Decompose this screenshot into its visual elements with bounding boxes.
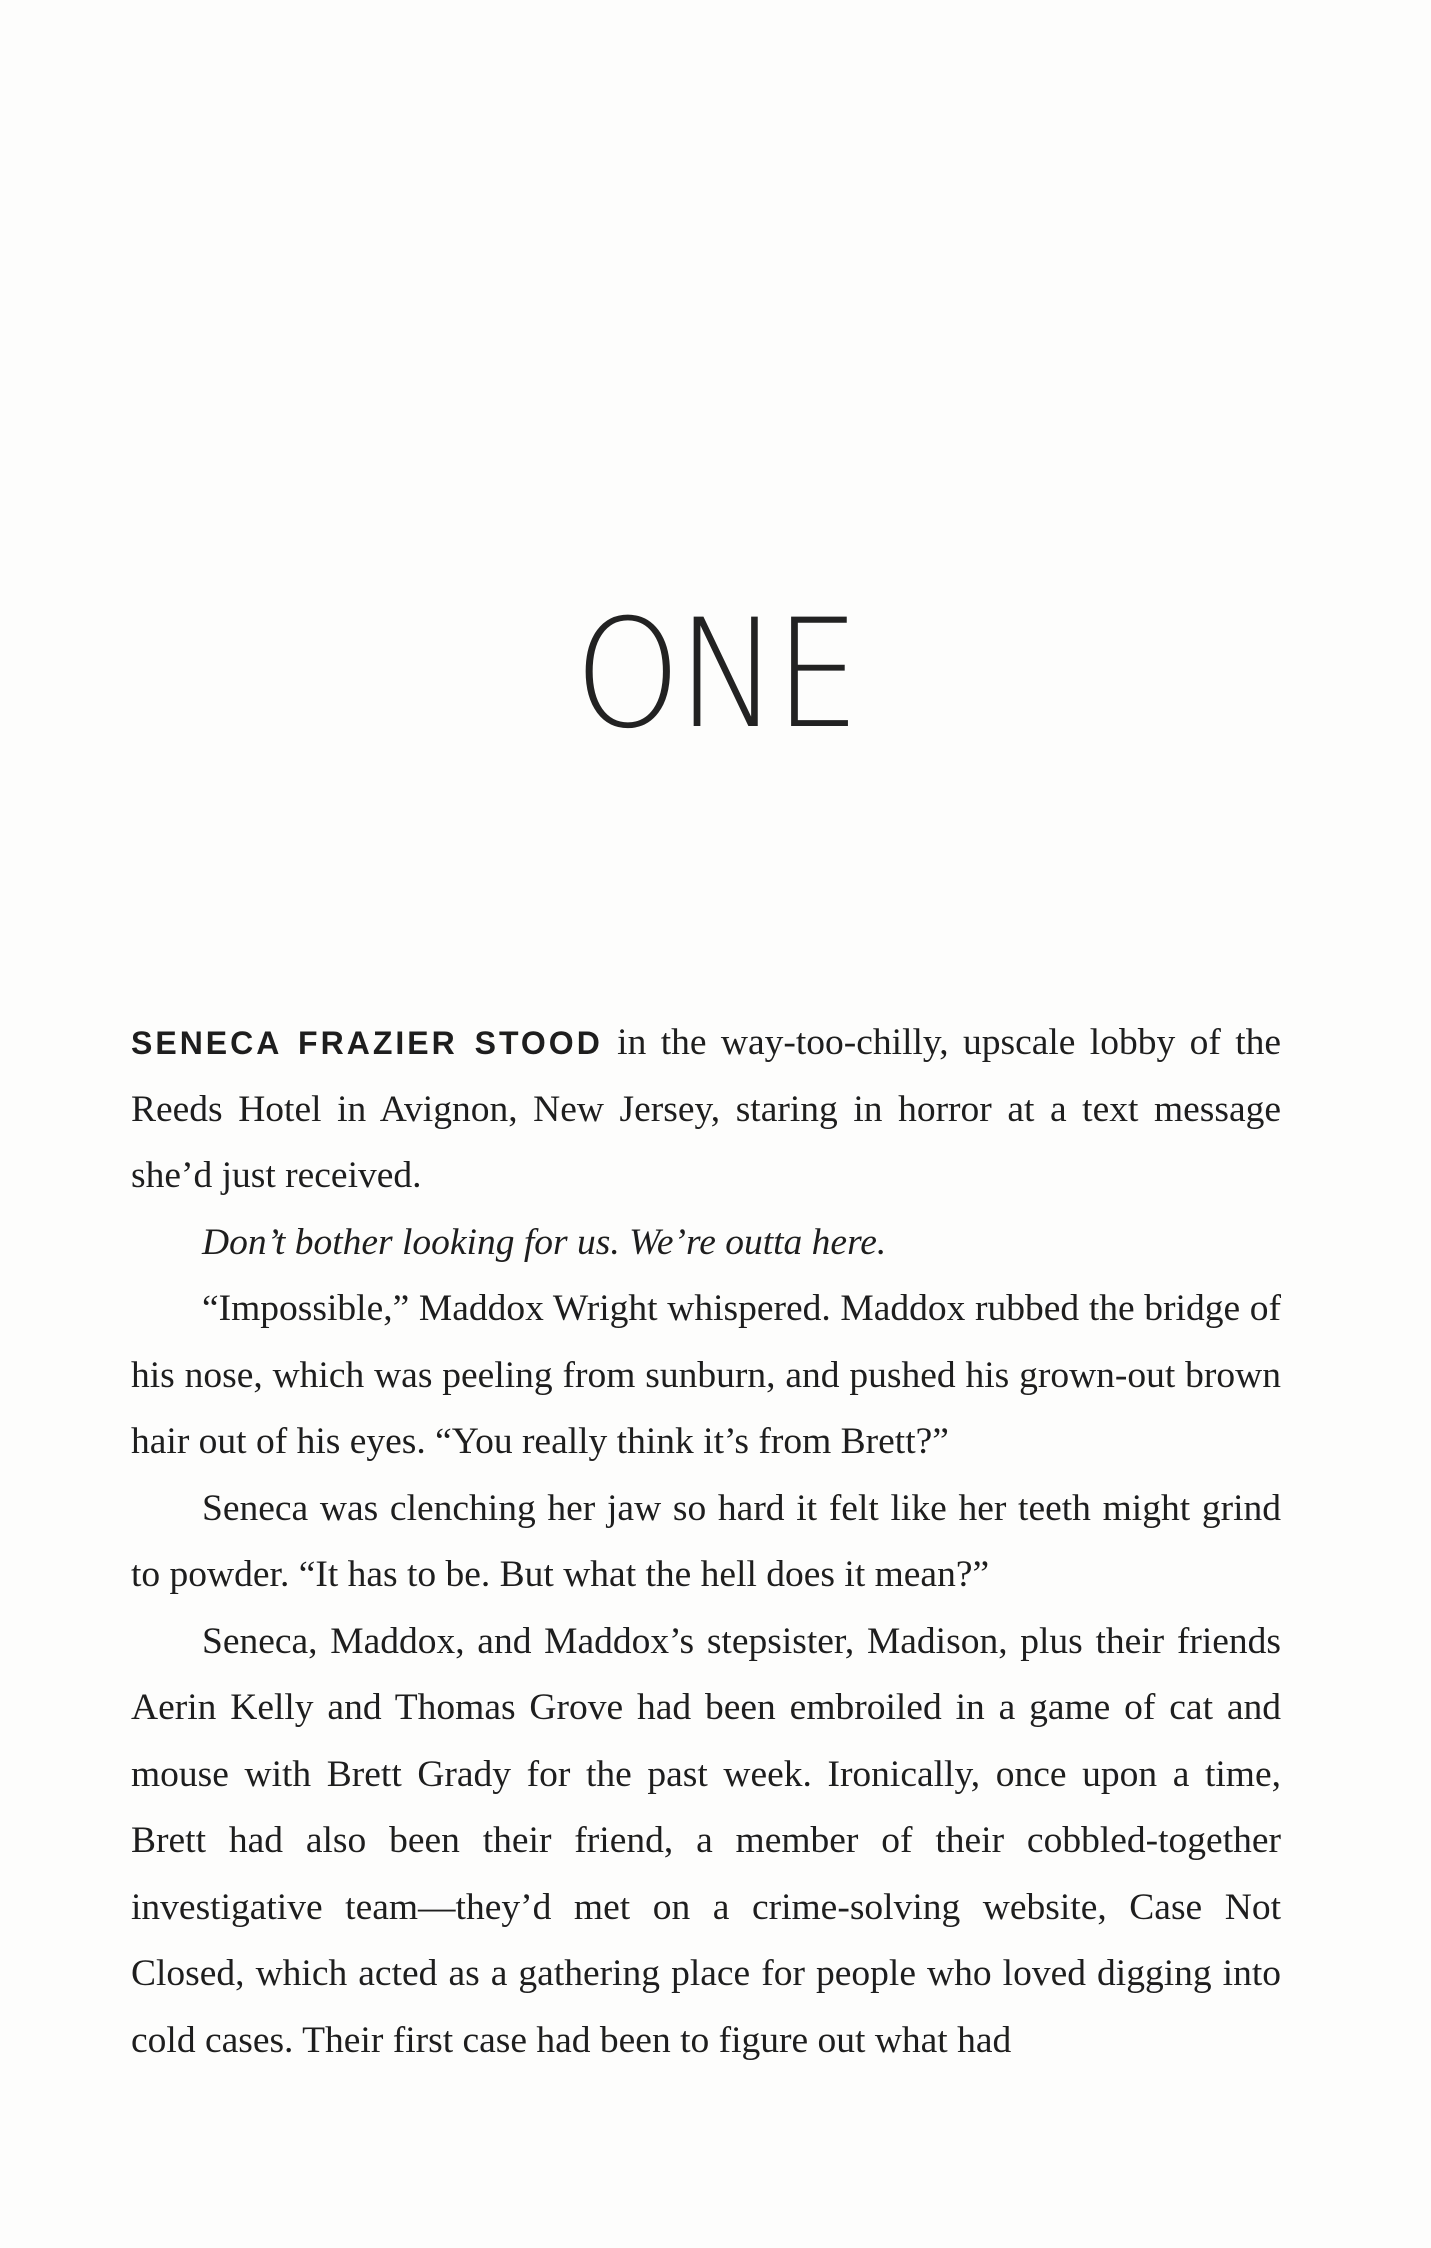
paragraph-3: “Impossible,” Maddox Wright whispered. Maddox rubbed the bridge of his nose, which was peeling from sunburn, and pushed his grown-out brown hair out of his eyes. “You really think it’s from Brett?”	[131, 1288, 1281, 1462]
paragraph-2-text-message: Don’t bother looking for us. We’re outta here.	[202, 1221, 887, 1263]
paragraph-5: Seneca, Maddox, and Maddox’s stepsister, Madison, plus their friends Aerin Kelly and Thomas Grove had been embroiled in a game of cat and mouse with Brett Grady for the past week. Ironically, once upon a time, Brett had also been their friend, a member of their cobbled-together investigative team—they’d met on a crime-solving website, Case Not Closed, which acted as a gathering place for people who loved digging into cold cases. Their first case had been to figure out what had	[131, 1620, 1281, 2061]
lead-in-smallcaps: SENECA FRAZIER STOOD	[131, 1025, 603, 1061]
chapter-title-text: ONE	[574, 588, 857, 762]
paragraph-1-text: in the way-too-chilly, upscale lobby of the Reeds Hotel in Avignon, New Jersey, staring in horror at a text message she’d just received.	[131, 1022, 1282, 1196]
paragraph-4: Seneca was clenching her jaw so hard it felt like her teeth might grind to powder. “It has to be. But what the hell does it mean?”	[131, 1487, 1281, 1595]
paragraph-1	[131, 1010, 1281, 1210]
chapter-title	[0, 588, 1431, 762]
chapter-body	[131, 1010, 1281, 2074]
